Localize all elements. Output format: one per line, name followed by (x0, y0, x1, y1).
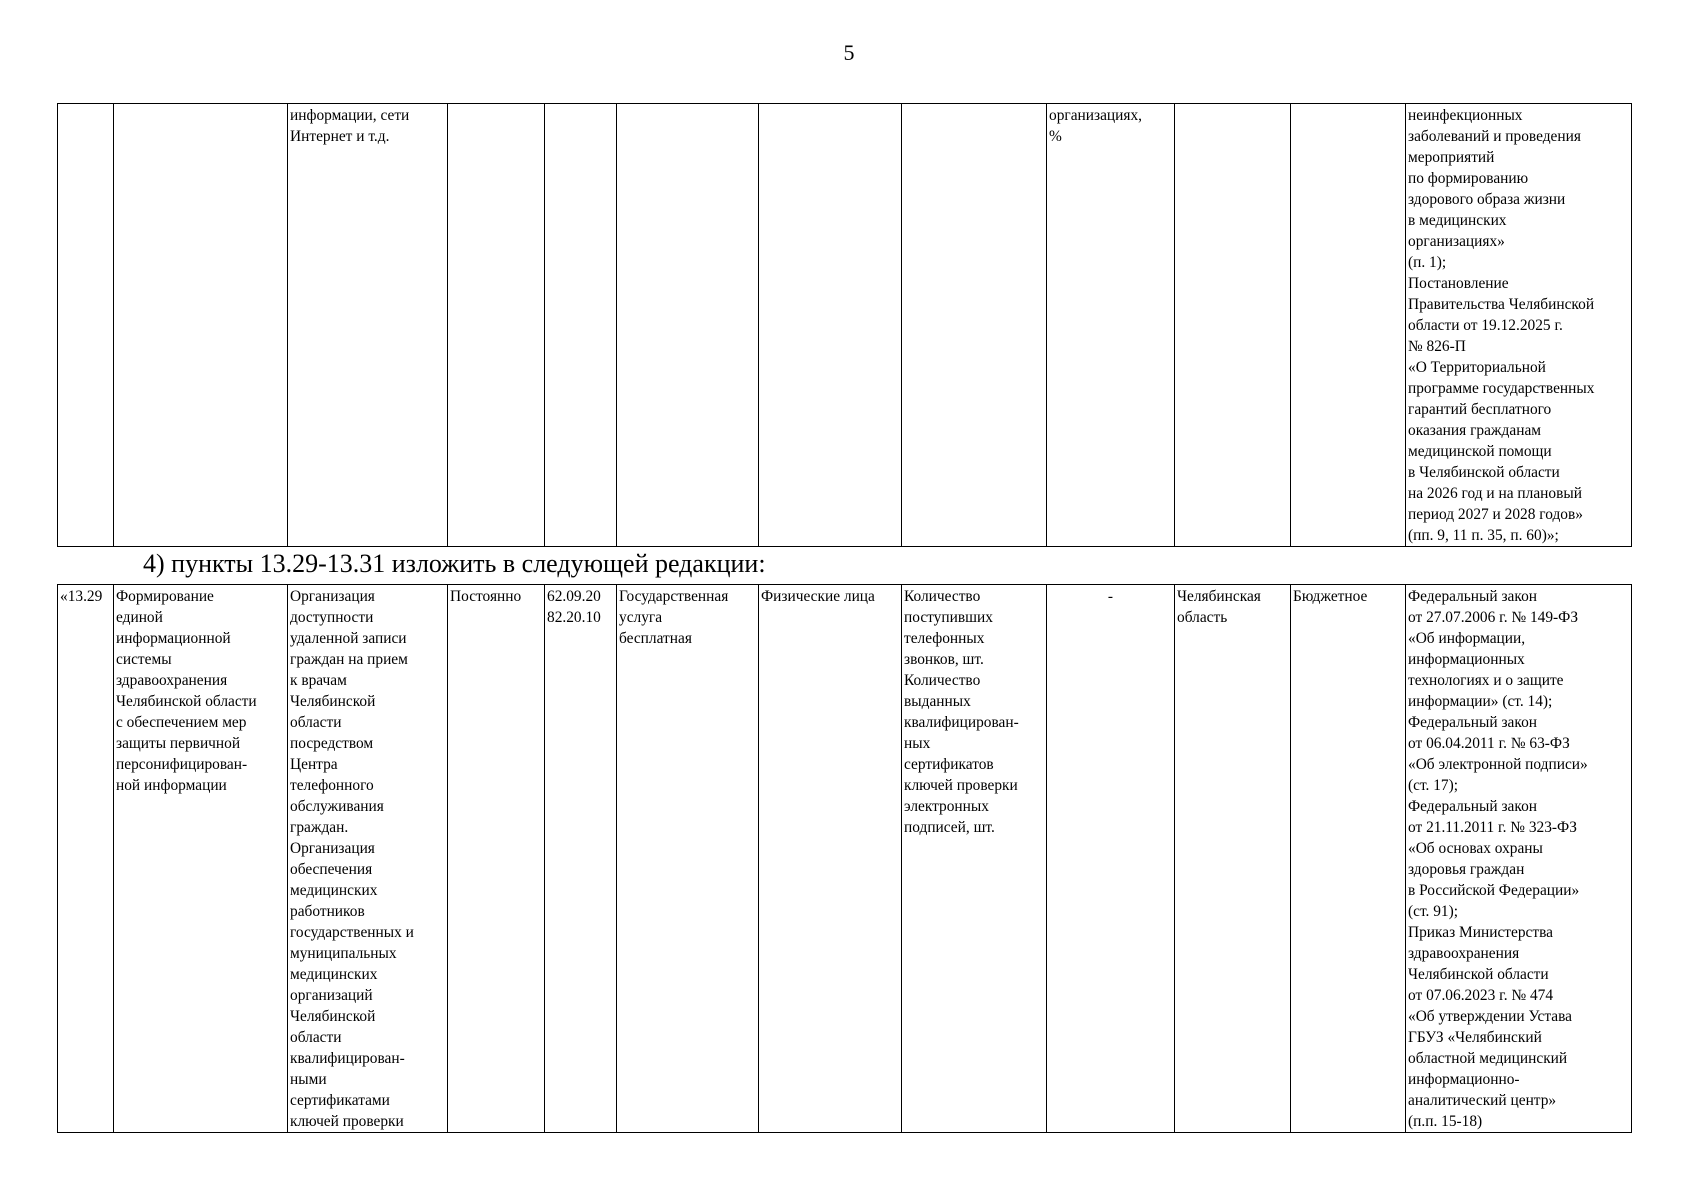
cell-content: Организация доступности удаленной записи граждан на прием к врачам Челябинской области посредством Центра телефонного обслуживания граждан. Организация обеспечения медицинских работников государственных и муниципальных медицинских организаций Челябинской области квалифицирован- ными сертификатами ключей проверки (288, 585, 448, 1133)
cell-recipients: Физические лица (759, 585, 902, 1133)
cell-legal-basis: неинфекционных заболеваний и проведения мероприятий по формированию здорового образа жизни в медицинских организациях» (п. 1); Постановление Правительства Челябинской области от 19.12.2025 г. № 826-П «О Территориальной программе государственных гарантий бесплатного оказания гражданам медицинской помощи в Челябинской области на 2026 год и на плановый период 2027 и 2028 годов» (пп. 9, 11 п. 35, п. 60)»; (1406, 104, 1632, 547)
cell-number (58, 104, 114, 547)
amendment-heading: 4) пункты 13.29-13.31 изложить в следующей редакции: (143, 549, 766, 578)
amendment-table (57, 584, 1632, 1133)
cell-legal-basis: Федеральный закон от 27.07.2006 г. № 149-ФЗ «Об информации, информационных технологиях и о защите информации» (ст. 14); Федеральный закон от 06.04.2011 г. № 63-ФЗ «Об электронной подписи» (ст. 17); Федеральный закон от 21.11.2011 г. № 323-ФЗ «Об основах охраны здоровья граждан в Российской Федерации» (ст. 91); Приказ Министерства здравоохранения Челябинской области от 07.06.2023 г. № 474 «Об утверждении Устава ГБУЗ «Челябинский областной медицинский информационно- аналитический центр» (п.п. 15-18) (1406, 585, 1632, 1133)
table-row (58, 104, 1632, 547)
cell-indicator: Количество поступивших телефонных звонков, шт. Количество выданных квалифицирован- ных сертификатов ключей проверки электронных подписей, шт. (902, 585, 1047, 1133)
cell-institution-type (1291, 104, 1406, 547)
cell-term (448, 104, 545, 547)
continued-table (57, 103, 1632, 547)
cell-term: Постоянно (448, 585, 545, 1133)
page-number: 5 (843, 40, 855, 65)
cell-service-type (617, 104, 759, 547)
cell-number: «13.29 (58, 585, 114, 1133)
cell-quality: организациях, % (1047, 104, 1175, 547)
cell-territory: Челябинская область (1175, 585, 1291, 1133)
cell-name: Формирование единой информационной системы здравоохранения Челябинской области с обеспечением мер защиты первичной персонифицирован- ной информации (114, 585, 288, 1133)
cell-indicator (902, 104, 1047, 547)
cell-name (114, 104, 288, 547)
cell-institution-type: Бюджетное (1291, 585, 1406, 1133)
cell-okved (545, 104, 617, 547)
cell-quality: - (1047, 585, 1175, 1133)
cell-recipients (759, 104, 902, 547)
cell-service-type: Государственная услуга бесплатная (617, 585, 759, 1133)
cell-okved: 62.09.20 82.20.10 (545, 585, 617, 1133)
cell-content: информации, сети Интернет и т.д. (288, 104, 448, 547)
cell-territory (1175, 104, 1291, 547)
table-row (58, 585, 1632, 1133)
